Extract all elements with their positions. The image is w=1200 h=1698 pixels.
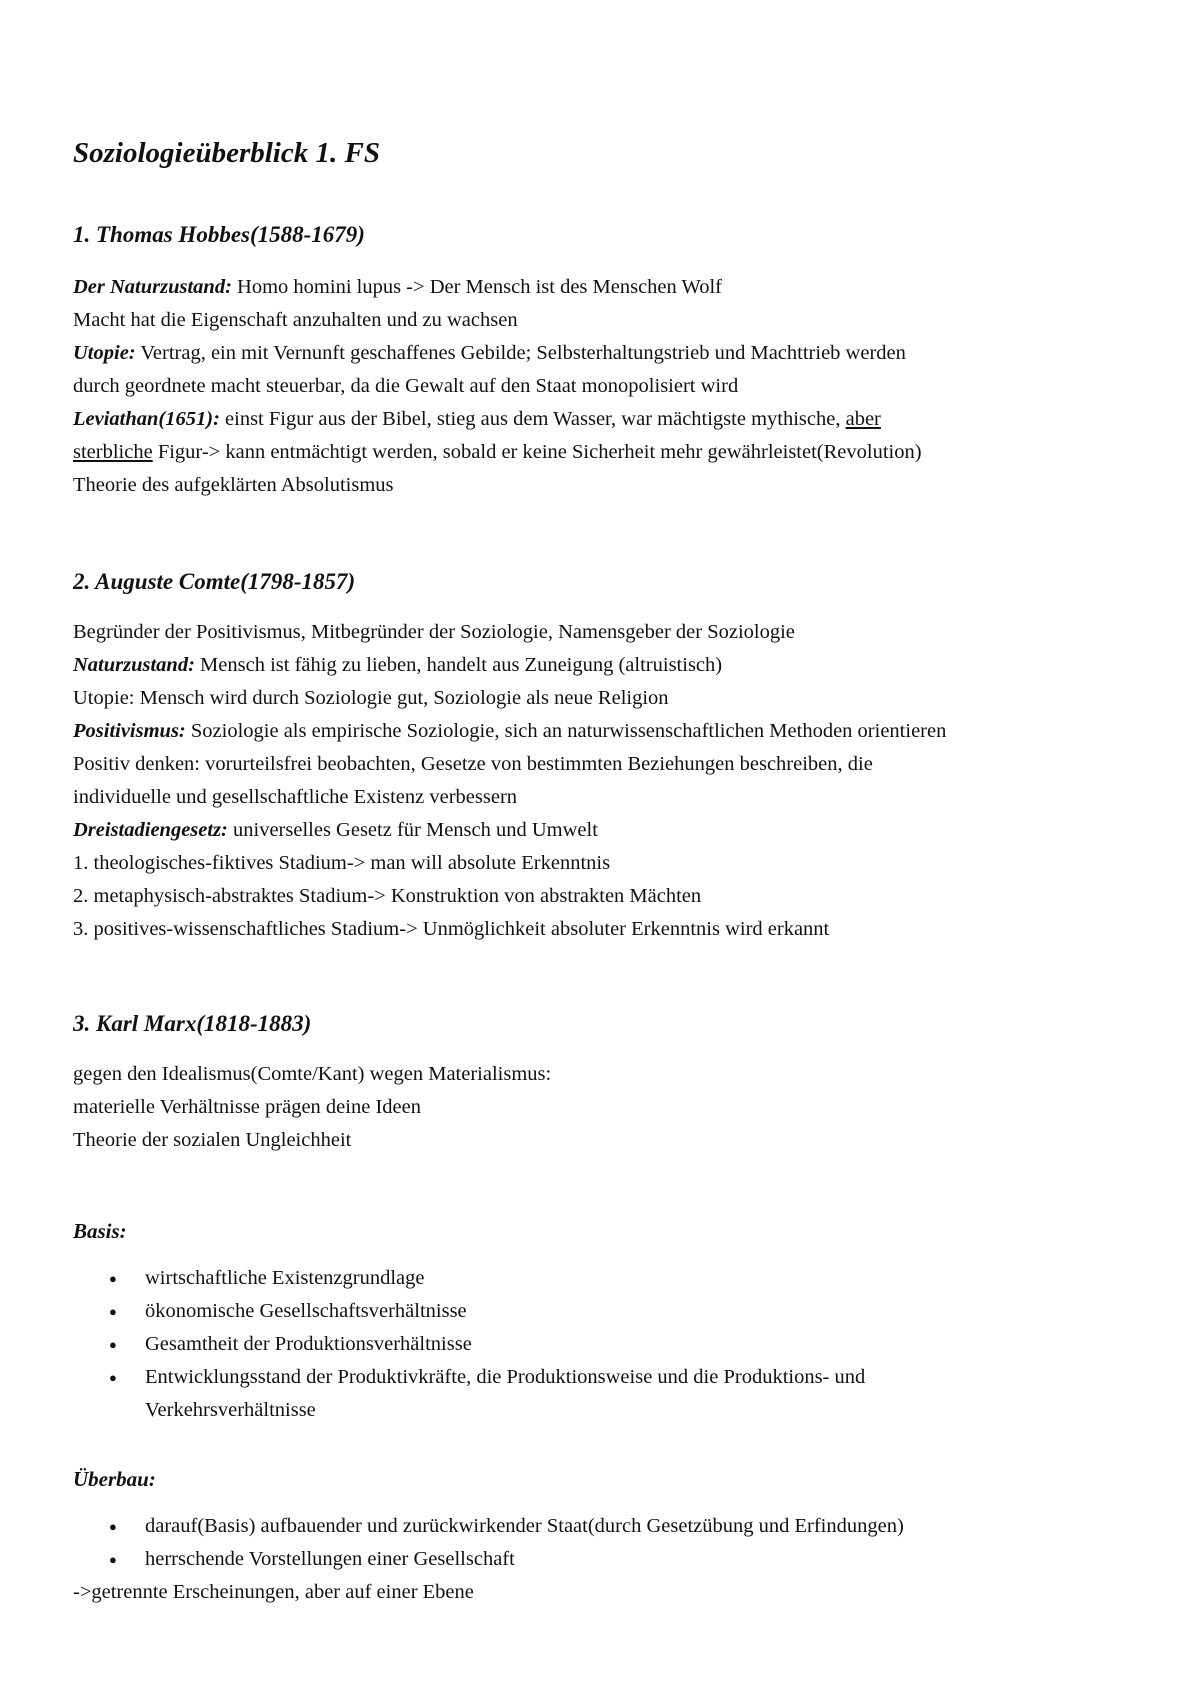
section-heading-comte: 2. Auguste Comte(1798-1857) bbox=[73, 569, 356, 594]
text: universelles Gesetz für Mensch und Umwelt bbox=[227, 819, 598, 841]
comte-positiv-denken: Positiv denken: vorurteilsfrei beobachten, Gesetze von bestimmten Beziehungen beschreiben, die bbox=[73, 753, 873, 775]
section-marx-body bbox=[73, 1058, 1143, 1157]
section-hobbes-body bbox=[73, 271, 1143, 502]
marx-line-2: materielle Verhältnisse prägen deine Ideen bbox=[73, 1096, 421, 1118]
comte-naturzustand bbox=[73, 649, 1143, 682]
hobbes-utopie-cont: durch geordnete macht steuerbar, da die Gewalt auf den Staat monopolisiert wird bbox=[73, 375, 739, 397]
hobbes-naturzustand bbox=[73, 271, 1143, 304]
list-item: ● herrschende Vorstellungen einer Gesellschaft bbox=[73, 1543, 1143, 1576]
hobbes-utopie bbox=[73, 337, 1143, 370]
list-item bbox=[73, 1361, 1143, 1427]
underlined-text: aber bbox=[845, 408, 881, 430]
marx-line-1: gegen den Idealismus(Comte/Kant) wegen Materialismus: bbox=[73, 1063, 552, 1085]
hobbes-theorie: Theorie des aufgeklärten Absolutismus bbox=[73, 474, 394, 496]
list-item: ● darauf(Basis) aufbauender und zurückwirkender Staat(durch Gesetzübung und Erfindungen) bbox=[73, 1510, 1143, 1543]
text: einst Figur aus der Bibel, stieg aus dem Wasser, war mächtigste mythische, bbox=[219, 408, 846, 430]
hobbes-macht: Macht hat die Eigenschaft anzuhalten und zu wachsen bbox=[73, 309, 518, 331]
comte-positivismus bbox=[73, 715, 1143, 748]
text: Figur-> kann entmächtigt werden, sobald er keine Sicherheit mehr gewährleistet(Revolution) bbox=[152, 441, 922, 463]
marx-line-3: Theorie der sozialen Ungleichheit bbox=[73, 1129, 352, 1151]
comte-stadium-2: 2. metaphysisch-abstraktes Stadium-> Konstruktion von abstrakten Mächten bbox=[73, 885, 702, 907]
text: Vertrag, ein mit Vernunft geschaffenes Gebilde; Selbsterhaltungstrieb und Machttrieb werden bbox=[135, 342, 906, 364]
list-item: ● wirtschaftliche Existenzgrundlage bbox=[73, 1262, 1143, 1295]
comte-stadium-1: 1. theologisches-fiktives Stadium-> man will absolute Erkenntnis bbox=[73, 852, 611, 874]
ueberbau-list bbox=[73, 1510, 1143, 1576]
comte-utopie: Utopie: Mensch wird durch Soziologie gut, Soziologie als neue Religion bbox=[73, 687, 669, 709]
comte-begruender: Begründer der Positivismus, Mitbegründer der Soziologie, Namensgeber der Soziologie bbox=[73, 621, 795, 643]
list-item: ● ökonomische Gesellschaftsverhältnisse bbox=[73, 1295, 1143, 1328]
term-positivismus: Positivismus: bbox=[73, 720, 186, 742]
marx-schluss bbox=[73, 1576, 1143, 1609]
text: Homo homini lupus -> Der Mensch ist des Menschen Wolf bbox=[231, 276, 723, 298]
list-item-text: Entwicklungsstand der Produktivkräfte, die Produktionsweise und die Produktions- und bbox=[145, 1366, 866, 1388]
comte-stadium-3: 3. positives-wissenschaftliches Stadium-> Unmöglichkeit absoluter Erkenntnis wird erkannt bbox=[73, 918, 830, 940]
text: Mensch ist fähig zu lieben, handelt aus Zuneigung (altruistisch) bbox=[194, 654, 723, 676]
hobbes-leviathan-cont bbox=[73, 436, 1143, 469]
text: Soziologie als empirische Soziologie, sich an naturwissenschaftlichen Methoden orientieren bbox=[185, 720, 947, 742]
comte-dreistadiengesetz bbox=[73, 814, 1143, 847]
term-leviathan: Leviathan(1651): bbox=[73, 408, 220, 430]
section-heading-hobbes: 1. Thomas Hobbes(1588-1679) bbox=[73, 222, 365, 247]
section-comte-body bbox=[73, 616, 1143, 946]
list-item: ● Gesamtheit der Produktionsverhältnisse bbox=[73, 1328, 1143, 1361]
term-naturzustand: Naturzustand: bbox=[73, 654, 195, 676]
document-title: Soziologieüberblick 1. FS bbox=[73, 137, 380, 169]
comte-positiv-denken-cont: individuelle und gesellschaftliche Existenz verbessern bbox=[73, 786, 518, 808]
schluss-text: ->getrennte Erscheinungen, aber auf einer Ebene bbox=[73, 1581, 474, 1603]
subheading-ueberbau: Überbau: bbox=[73, 1467, 156, 1491]
subheading-basis: Basis: bbox=[73, 1219, 127, 1243]
list-item-text-cont: Verkehrsverhältnisse bbox=[145, 1399, 316, 1421]
basis-list bbox=[73, 1262, 1143, 1427]
section-heading-marx: 3. Karl Marx(1818-1883) bbox=[73, 1011, 312, 1036]
term-utopie: Utopie: bbox=[73, 342, 136, 364]
hobbes-leviathan bbox=[73, 403, 1143, 436]
underlined-text: sterbliche bbox=[73, 441, 153, 463]
term-dreistadiengesetz: Dreistadiengesetz: bbox=[73, 819, 228, 841]
term-naturzustand: Der Naturzustand: bbox=[73, 276, 232, 298]
